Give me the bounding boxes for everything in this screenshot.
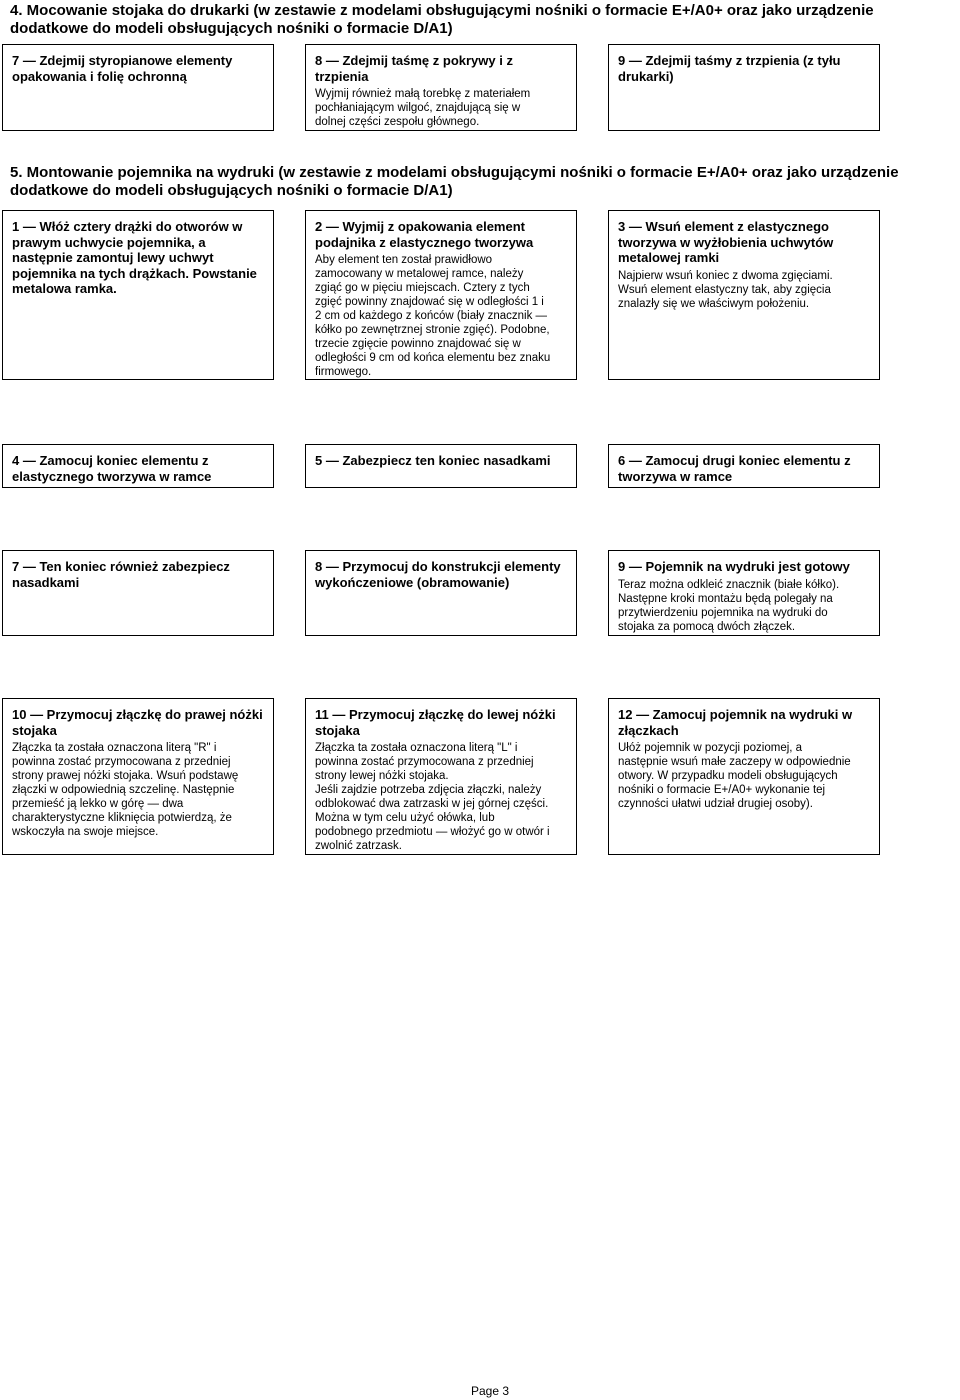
step-title: 2 — Wyjmij z opakowania element podajnika z elastycznego tworzywa — [315, 219, 534, 250]
step-title: 3 — Wsuń element z elastycznego tworzywa w wyżłobienia uchwytów metalowej ramki — [618, 219, 834, 265]
step-description: Najpierw wsuń koniec z dwoma zgięciami. Wsuń element elastyczny tak, aby zgięcia znalazły się we właściwym położeniu. — [618, 269, 833, 310]
step-card-5-5 — [305, 444, 577, 488]
page-number: Page 3 — [471, 1384, 510, 1398]
step-title: 7 — Zdejmij styropianowe elementy opakowania i folię ochronną — [12, 53, 233, 84]
step-title: 12 — Zamocuj pojemnik na wydruki w złączkach — [618, 707, 853, 738]
step-title: 1 — Włóż cztery drążki do otworów w prawym uchwycie pojemnika, a następnie zamontuj lewy uchwyt pojemnika na tych drążkach. Powstanie metalowa ramka. — [12, 219, 257, 296]
step-card-5-6 — [608, 444, 880, 488]
step-description: Złączka ta została oznaczona literą "R" i powinna zostać przymocowana z przedniej strony prawej nóżki stojaka. Wsuń podstawę złączki w odpowiednią szczelinę. Następnie przemieść ją lekko w górę — dwa charakterystyczne kliknięcia potwierdzą, że wskoczyła na swoje miejsce. — [12, 742, 239, 838]
step-card-5-3 — [608, 210, 880, 380]
section-4-heading: 4. Mocowanie stojaka do drukarki (w zestawie z modelami obsługującymi nośniki o formacie E+/A0+ oraz jako urządzenie dodatkowe do modeli obsługujących nośniki o formacie D/A1) — [10, 2, 874, 37]
step-title: 8 — Zdejmij taśmę z pokrywy i z trzpienia — [315, 53, 513, 84]
step-title: 11 — Przymocuj złączkę do lewej nóżki stojaka — [315, 707, 556, 738]
step-card-5-11 — [305, 698, 577, 855]
step-title: 6 — Zamocuj drugi koniec elementu z tworzywa w ramce — [618, 453, 851, 484]
step-card-5-8 — [305, 550, 577, 636]
step-title: 8 — Przymocuj do konstrukcji elementy wykończeniowe (obramowanie) — [315, 559, 561, 590]
step-description: Teraz można odkleić znacznik (białe kółko). Następne kroki montażu będą polegały na przytwierdzeniu pojemnika na wydruki do stojaka za pomocą dwóch złączek. — [618, 578, 840, 633]
step-description: Wyjmij również małą torebkę z materiałem pochłaniającym wilgoć, znajdującą się w dolnej części zespołu głównego. — [315, 88, 531, 128]
step-card-5-9 — [608, 550, 880, 636]
step-card-5-1 — [2, 210, 274, 380]
step-title: 4 — Zamocuj koniec elementu z elastycznego tworzywa w ramce — [12, 453, 212, 484]
step-card-4-8 — [305, 44, 577, 131]
step-description: Aby element ten został prawidłowo zamocowany w metalowej ramce, należy zgiąć go w pięciu miejscach. Cztery z tych zgięć powinny znajdować się w odległości 1 i 2 cm od każdego z końców (biały znacznik — kółko po zewnętrznej stronie zgięć). Podobne, trzecie zgięcie powinno znajdować się w odległości 9 cm od końca elementu bez znaku firmowego. — [315, 254, 551, 378]
step-title: 10 — Przymocuj złączkę do prawej nóżki stojaka — [12, 707, 263, 738]
step-title: 7 — Ten koniec również zabezpiecz nasadkami — [12, 559, 230, 590]
step-description: Ułóż pojemnik w pozycji poziomej, a następnie wsuń małe zaczepy w odpowiednie otwory. W przypadku modeli obsługujących nośniki o formacie E+/A0+ wykonanie tej czynności ułatwi udział drugiej osoby). — [618, 742, 851, 810]
step-card-5-4 — [2, 444, 274, 488]
step-card-5-7 — [2, 550, 274, 636]
step-title: 9 — Zdejmij taśmy z trzpienia (z tyłu drukarki) — [618, 53, 841, 84]
step-description: Złączka ta została oznaczona literą "L" i powinna zostać przymocowana z przedniej strony lewej nóżki stojaka. Jeśli zajdzie potrzeba zdjęcia złączki, należy odblokować dwa zatrzaski w jej górnej części. Można w tym celu użyć ołówka, lub podobnego przedmiotu — włożyć go w otwór i zwolnić zatrzask. — [315, 742, 550, 852]
step-title: 9 — Pojemnik na wydruki jest gotowy — [618, 559, 850, 574]
section-5-heading: 5. Montowanie pojemnika na wydruki (w zestawie z modelami obsługującymi nośniki o formacie E+/A0+ oraz jako urządzenie dodatkowe do modeli obsługujących nośniki o formacie D/A1) — [10, 164, 899, 199]
step-card-4-9 — [608, 44, 880, 131]
step-card-4-7 — [2, 44, 274, 131]
step-card-5-12 — [608, 698, 880, 855]
step-card-5-10 — [2, 698, 274, 855]
step-card-5-2 — [305, 210, 577, 380]
step-title: 5 — Zabezpiecz ten koniec nasadkami — [315, 453, 551, 468]
